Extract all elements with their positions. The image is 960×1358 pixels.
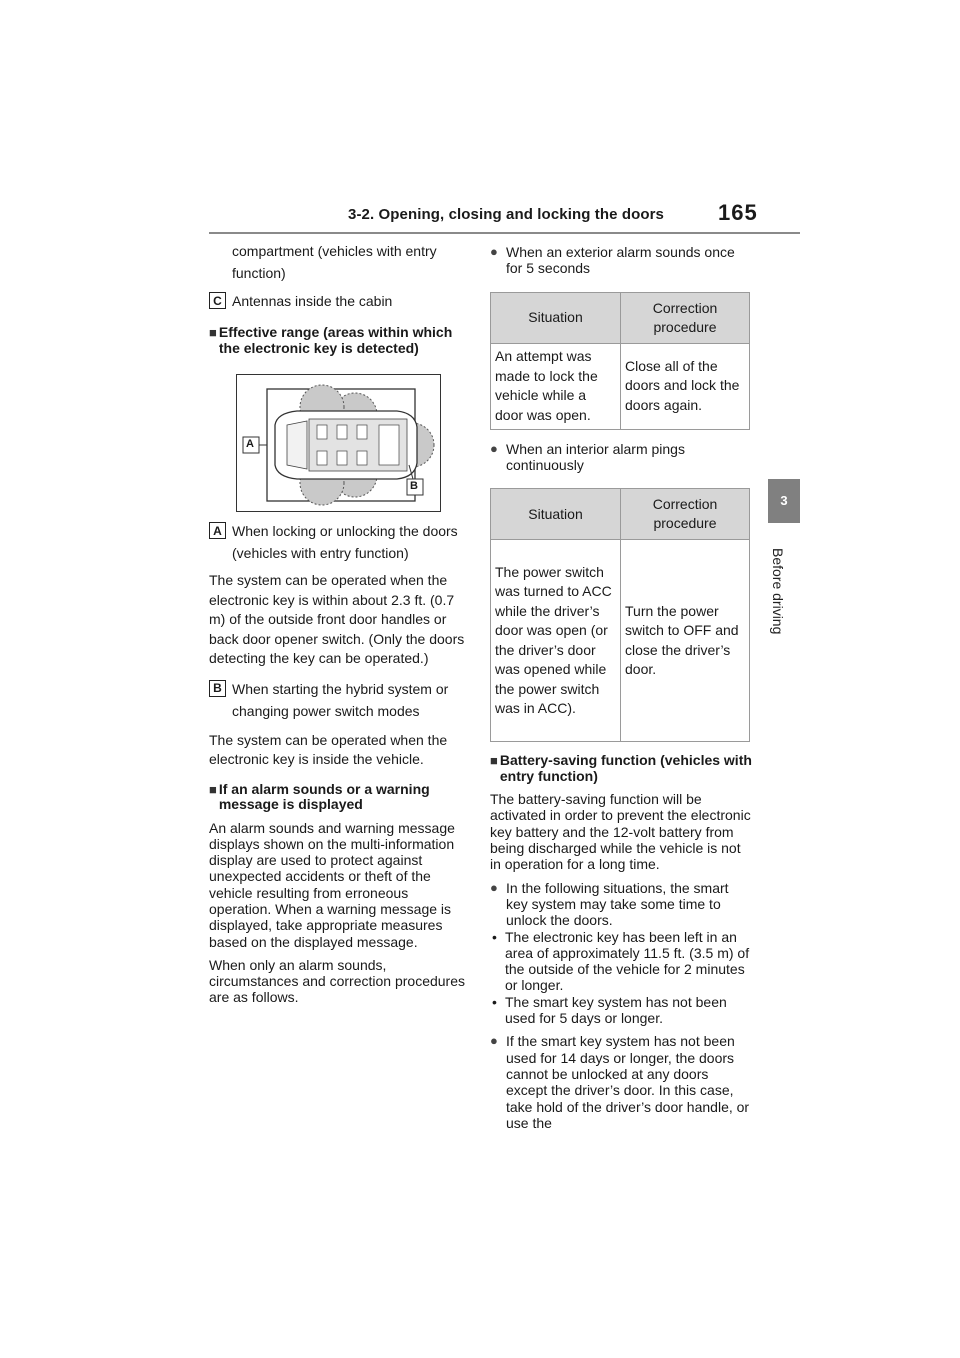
page-number: 165 <box>718 200 758 225</box>
table-header-correction: Correction procedure <box>621 292 750 343</box>
heading-text: Battery-saving function (vehicles with entry function) <box>499 752 752 784</box>
dash-text: The electronic key has been left in an area of approximately 11.5 ft. (3.5 m) of the outside of the vehicle for 2 minutes or longer. <box>505 928 750 994</box>
table-header-situation: Situation <box>491 489 621 540</box>
dash-marker: • <box>492 928 497 945</box>
bullet-text: When an interior alarm pings continuously <box>506 440 685 473</box>
key-badge-a: A <box>209 522 226 539</box>
key-text-c: Antennas inside the cabin <box>232 293 393 309</box>
key-badge-b: B <box>209 680 226 697</box>
bullet-unlock-delay <box>490 880 752 929</box>
chapter-label: Before driving <box>770 548 786 635</box>
key-text-a: When locking or unlocking the doors (vehicles with entry function) <box>232 523 458 561</box>
table-header-row <box>491 292 750 343</box>
bullet-text: If the smart key system has not been used for 14 days or longer, the doors cannot be unlocked at any doors except the driver’s door. In this case, take hold of the driver’s door handle, or use the <box>506 1033 750 1131</box>
chapter-tab: 3 <box>768 479 800 523</box>
circle-bullet-icon: ● <box>490 879 498 895</box>
table-cell-situation: The power switch was turned to ACC while the driver’s door was open (or the driver’s door was opened while the power switch was in ACC). <box>491 540 621 742</box>
table-row <box>491 343 750 429</box>
table-row <box>491 540 750 742</box>
square-bullet-icon: ■ <box>209 325 217 340</box>
header-rule <box>209 232 800 234</box>
heading-text: Effective range (areas within which the electronic key is detected) <box>218 324 453 356</box>
square-bullet-icon: ■ <box>209 781 217 797</box>
paragraph-alarm-info: An alarm sounds and warning message displays shown on the multi-information display are used to protect against unexpected accidents or theft of the vehicle resulting from erroneous operation. When a warning message is displayed, take appropriate measures based on the displayed message. <box>209 819 455 950</box>
circle-bullet-icon: ● <box>490 244 498 259</box>
dash-item-key-left <box>490 929 752 994</box>
square-bullet-icon: ■ <box>490 753 498 769</box>
dash-item-not-used <box>490 994 752 1027</box>
heading-effective-range <box>209 325 471 356</box>
heading-text: If an alarm sounds or a warning message is displayed <box>218 780 430 812</box>
interior-alarm-table <box>490 488 750 742</box>
table-header-row <box>491 489 750 540</box>
continued-text: compartment (vehicles with entry function) <box>232 243 437 281</box>
left-column <box>209 240 471 1006</box>
paragraph-battery-saving: The battery-saving function will be activated in order to prevent the electronic key battery and the 12-volt battery from being discharged while the vehicle is not in operation for a long time. <box>490 791 751 873</box>
vehicle-range-illustration <box>237 375 442 513</box>
bullet-14-days <box>490 1033 752 1131</box>
dash-text: The smart key system has not been used for 5 days or longer. <box>505 993 727 1027</box>
bullet-exterior-alarm <box>490 244 752 277</box>
bullet-interior-alarm <box>490 441 752 474</box>
right-column <box>490 240 752 1131</box>
effective-range-diagram <box>236 374 441 512</box>
table-cell-correction: Turn the power switch to OFF and close the driver’s door. <box>621 540 750 742</box>
table-header-situation: Situation <box>491 292 621 343</box>
key-item-a <box>209 520 471 564</box>
dash-marker: • <box>492 993 497 1010</box>
section-title: 3-2. Opening, closing and locking the doors <box>348 206 664 223</box>
key-item-b <box>209 678 471 722</box>
circle-bullet-icon: ● <box>490 1033 498 1049</box>
table-cell-correction: Close all of the doors and lock the doors again. <box>621 343 750 429</box>
paragraph-alarm-only: When only an alarm sounds, circumstances and correction procedures are as follows. <box>209 956 466 1006</box>
paragraph-inside-vehicle: The system can be operated when the electronic key is inside the vehicle. <box>209 731 448 767</box>
table-header-correction: Correction procedure <box>621 489 750 540</box>
key-text-b: When starting the hybrid system or changing power switch modes <box>232 680 449 719</box>
heading-battery-saving <box>490 753 752 784</box>
circle-bullet-icon: ● <box>490 440 498 456</box>
bullet-text: When an exterior alarm sounds once for 5 seconds <box>506 244 735 277</box>
bullet-text: In the following situations, the smart key system may take some time to unlock the doors. <box>506 879 729 929</box>
key-item-c <box>209 290 471 312</box>
key-badge-c: C <box>209 292 226 309</box>
heading-alarm <box>209 782 471 813</box>
diagram-label-a: A <box>246 438 254 450</box>
paragraph-entry-range: The system can be operated when the electronic key is within about 2.3 ft. (0.7 m) of the outside front door handles or back door opener switch. (Only the doors detecting the key can be operated.) <box>209 572 465 666</box>
diagram-label-b: B <box>410 480 418 492</box>
exterior-alarm-table <box>490 292 750 430</box>
table-cell-situation: An attempt was made to lock the vehicle while a door was open. <box>491 343 621 429</box>
